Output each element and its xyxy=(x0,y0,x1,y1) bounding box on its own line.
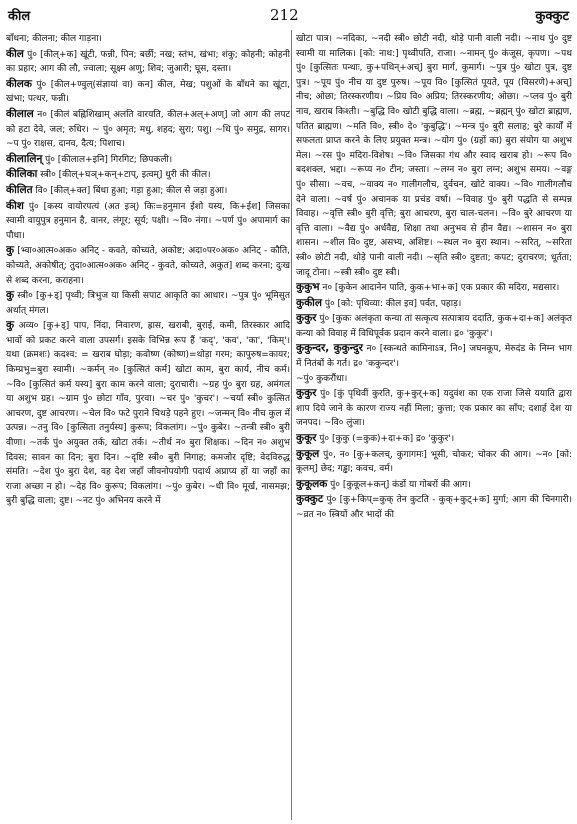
entry-definition: पुं० [कुकु (=कुक)+दा+क] द्र० 'कुकुर'। xyxy=(316,434,455,445)
dictionary-entry xyxy=(6,243,290,288)
dictionary-entry xyxy=(296,280,572,296)
entry-definition: पुं० [कील्+क] खूंटी, फन्नी, पिन; बर्छी; नख; स्तंभ, खंभा; शंकु; कोहनी; कोहनी का प्रहार; आग की लौ, ज्वाला; सूक्ष्म अणु; शिव; जुआरी; घूस, दस्ता। xyxy=(6,49,290,75)
entry-definition: न० [कीलं बह्निशिखाम् अलति वारयति, कील+अल्+अण्] जो आग की लपट को हटा देवे, जल; रुधिर। ~ पुं० अमृत; मधु, शहद; सुरा; पशु। ~धि पुं० समुद्र, सागर। ~प पुं० राक्षस, दानव, दैत्य; पिशाच। xyxy=(6,109,290,150)
dictionary-entry xyxy=(296,32,572,280)
entry-definition: वि० [कील्+क्त] बिंधा हुआ; गड़ा हुआ; कील से जड़ा हुआ। xyxy=(32,185,228,196)
dictionary-entry xyxy=(296,296,572,312)
header-right-guideword: कुक्कुट xyxy=(535,9,569,24)
entry-definition: पुं० [कुं पृथिवीं कुरति, कु+कुर्+क] यदुवंश का एक राजा जिसे ययाति द्वारा शाप दिये जाने के कारण राज्य नहीं मिला; कुत्ता; एक प्रकार का साँप; दशार्ह देश या जनपद। ~वि० लुंजा। xyxy=(296,389,572,429)
entry-definition: न० [कुकेन आदानेन पाति, कुक+भा+क] एक प्रकार की मदिरा, मद्यसार। xyxy=(319,283,560,294)
entry-definition: स्त्री० [कु+ड्] पृथ्वी; त्रिभुज या किसी सपाट आकृति का आधार। ~पुत्र पुं० भूमिसुत अर्थात् मंगल। xyxy=(6,291,290,316)
dictionary-entry xyxy=(6,318,290,509)
entry-headword: कुकुभ xyxy=(296,281,320,294)
header-left-guideword: कील xyxy=(8,9,31,24)
dictionary-entry xyxy=(6,32,290,47)
entry-headword: कीलालिन् xyxy=(6,152,43,165)
column-divider xyxy=(291,30,292,820)
entry-headword: कु xyxy=(6,319,15,332)
dictionary-entry xyxy=(6,288,290,318)
entry-headword: कीलित xyxy=(6,183,33,196)
dictionary-entry xyxy=(296,386,572,431)
entry-headword: कु xyxy=(6,289,15,302)
entry-headword: कुकूलक xyxy=(296,477,328,490)
entry-headword: कीलाल xyxy=(6,107,34,120)
dictionary-entry xyxy=(296,372,572,387)
entry-headword: कुकुन्दर, कुकुन्दुर xyxy=(296,342,363,355)
entry-headword: कुकुर xyxy=(296,387,317,400)
entry-headword: कीलिका xyxy=(6,168,38,181)
entry-definition: पुं० [कुकः अलंकृता कन्या तां सत्कृत्य सत्पात्राय ददाति, कुक+दा+क] अलंकृत कन्या को विवाह में विधिपूर्वक प्रदान करने वाला। द्र० 'कुकुर'। xyxy=(296,314,572,339)
entry-definition: बाँधना; कीलना; कील गाड़ना। xyxy=(6,34,102,44)
entry-definition: पुं० [कीलाल+इनि] गिरगिट; छिपकली। xyxy=(42,154,173,165)
entry-headword: कुकूर xyxy=(296,432,317,445)
entry-headword: कीश xyxy=(6,199,24,212)
entry-definition: पुं० [कील+ण्वुल्(संज्ञायां वा) कन] कील, मेख; पशुओं के बाँधने का खूंटा, खंभा; पत्थर, फन्नी। xyxy=(6,79,290,105)
entry-headword: कुक्कुट xyxy=(296,493,324,506)
entry-definition: पुं० [कस्य वायोरपत्यं (अत इञ्) किः=हनुमान ईशो यस्य, कि+ईश] जिसका स्वामी वायुपुत्र हनुमान है, वानर, लंगूर; सूर्य; पक्षी। ~वि० नंगा। ~पर्ण पुं० अपामार्ग का पौधा। xyxy=(6,201,290,241)
entry-definition: पुं० [कुकूल+कन्] कंडों या गोबरों की आग। xyxy=(327,479,471,490)
entry-definition: पुं० [कु+किप्=कुक् तेन कुटति - कुक्+कुट्+क] मुर्गा; आग की चिनगारी। ~व्रत न० स्त्रियों और भादों की xyxy=(296,495,572,520)
entry-headword: कु xyxy=(6,244,15,257)
dictionary-entry xyxy=(296,341,572,371)
dictionary-entry xyxy=(296,492,572,522)
dictionary-entry xyxy=(6,107,290,152)
dictionary-entry xyxy=(296,477,572,493)
entry-definition: पुं० [को: पृथिव्या: कील इव] पर्वत, पहाड़। xyxy=(321,298,462,309)
dictionary-entry xyxy=(296,431,572,447)
dictionary-entry xyxy=(6,167,290,183)
dictionary-entry xyxy=(6,183,290,199)
entry-headword: कुकुर xyxy=(296,312,317,325)
page-number: 212 xyxy=(270,6,299,24)
page-header xyxy=(0,4,577,26)
entry-headword: कीलक xyxy=(6,77,32,90)
entry-headword: कुकील xyxy=(296,296,322,309)
entry-definition: स्त्री० [कील्+घञ्+कन्+टाप्, इत्वम्] धुरी की कील। xyxy=(37,170,211,181)
entry-definition: पुं०, न० [कु+कलच्, कुगागमः] भूसी, चोकर; चोकर की आग। ~न० [को: कूलम्] छेद; गड्ढा; कवच, वर्म। xyxy=(296,449,572,475)
dictionary-entry xyxy=(6,47,290,77)
entry-headword: कुकूल xyxy=(296,447,320,460)
dictionary-entry xyxy=(296,311,572,341)
entry-headword: कील xyxy=(6,47,24,60)
left-column xyxy=(6,32,290,820)
entry-definition: अव्य० [कु+ड्] पाप, निंदा, निवारण, ह्रास, खराबी, बुराई, कमी, तिरस्कार आदि भावों को प्रकट करने वाला उपसर्ग। इसके विभिन्न रूप हैं 'कद्', 'कव', 'का', 'किम्'। यथा (क्रमशः) कदश्व: = खराब घोड़ा; कवोष्ण (कोष्ण)=थोड़ा गरम; कापुरुष=कायर; किम्प्रभु=बुरा स्वामी। ~कर्मन् न० [कुत्सितं कर्म] खोटा काम, बुरा कार्य, नीच कर्म। ~वि० [कुत्सितं कर्म यस्य] बुरा काम करने वाला; दुराचारी। ~ग्रह पुं० बुरा ग्रह, अमंगल या अशुभ ग्रह। ~ग्राम पुं० छोटा गाँव, पुरवा। ~चर पुं० 'कुचर'। ~चर्या स्त्री० कुत्सित आचरण, दुष्ट आचरण। ~चेल वि० फटे पुराने चिथड़े पहने हुए। ~जन्मन् वि० नीच कुल में उत्पन्न। ~तनु वि० [कुत्सिता तनुर्यस्य] कुरूप; विकलांग। ~पुं० कुबेर। ~तन्त्री स्त्री० बुरी वीणा। ~तर्क पुं० अयुक्त तर्क, खोटा तर्क। ~तीर्थ न० बुरा शिक्षक। ~दिन न० अशुभ दिवस; सावन का दिन; बुरा दिन। ~दृष्टि स्त्री० बुरी निगाह; कमजोर दृष्टि; वेदविरुद्ध संमति। ~देश पुं० बुरा देश, वह देश जहाँ जीवनोपयोगी पदार्थ अप्राप्य हों या जहाँ का राजा अच्छा न हो। ~देह वि० कुरूप; विकलांग। ~पुं० कुबेर। ~धी वि० मूर्ख, नासमझ; बुरी बुद्धि वाला; दुष्ट। ~नट पुं० अभिनय करने में xyxy=(6,321,290,507)
right-column xyxy=(296,32,572,820)
entry-definition: [भ्वा०आत्म०अक० अनिट् - कवते, कोच्यते, अकोष्ट; अदा०पर०अक० अनिट् - कौति, कोच्यते, अकोषीत्; तुदा०आत्म०अक० अनिट् - कुवते, कोच्यते, अकुत] शब्द करना; दुःख से शब्द करना, कराहना। xyxy=(6,246,290,286)
entry-definition: ~पुं० कुकरौंधा। xyxy=(296,373,348,384)
entry-definition: न० [स्कन्धते कामिनाऽत्र, नि०] जघनकूप, मेरुदंड के निम्न भाग में नितंबों के गर्त। द्र० 'ककुन्दर'। xyxy=(296,344,572,370)
dictionary-entry xyxy=(6,199,290,244)
entry-definition: खोटा पात्र। ~नदिका, ~नदी स्त्री० छोटी नदी, थोड़े पानी वाली नदी। ~नाथ पुं० दुष्ट स्वामी या मालिक। [को: नाथ:] पृथ्वीपति, राजा। ~नामन् पुं० कंजूस, कृपण। ~पथ पुं० [कुत्सितः पन्थाः, कु+पथिन्+अच्] बुरा मार्ग, कुमार्ग। ~पुत्र पुं० खोटा पुत्र, दुष्ट पुत्र। ~पूय पुं० नीच या दुष्ट पुरुष। ~पूय वि० [कुत्सितं पूयते, पूय (विसरणे)+अच्] नीच; ओछा; तिरस्करणीय। ~प्रिय वि० अप्रिय; तिरस्करणीय; ओछा। ~प्लव पुं० बुरी नाव, खराब किश्ती। ~बुद्धि वि० खोटी बुद्धि वाला। ~ब्रह्म, ~ब्रह्मन् पुं० खोटा ब्राह्मण, पतित ब्राह्मण। ~मति वि०, स्त्री० दे० 'कुबुद्धि'। ~मन्त्र पुं० बुरी सलाह; बुरे कार्यों में सफलता प्राप्त करने के लिए प्रयुक्त मन्त्र। ~योग पुं० (ग्रहों का) बुरा संयोग या अशुभ मेल। ~रस पुं० मदिरा-विशेष। ~वि० जिसका गंध और स्वाद खराब हो। ~रूप वि० बदशक्ल, भद्दा। ~रूप्य न० टीन; जस्ता। ~लग्न न० बुरा लग्न; अशुभ समय। ~वङ्ग पुं० सीसा। ~वच, ~वाक्य न० गालीगलौच, दुर्वचन, खोटे वाक्य। ~वि० गालीगलौच देने वाला। ~वर्ष पुं० अचानक या प्रचंड वर्षा। ~विवाह पुं० बुरी पद्धति से सम्पन्न विवाह। ~वृत्ति स्त्री० बुरी वृत्ति; बुरा आचरण, बुरा चाल-चलन। ~वि० बुरे आचरण या वृत्ति वाला। ~वैद्य पुं० अर्धवैद्य, शिक्षा तथा अनुभव से हीन वैद्य। ~शासन न० बुरा शासन। ~शील वि० दुष्ट, असभ्य, अशिष्ट। ~स्थल न० बुरा स्थान। ~सरित्, ~सरिता स्त्री० छोटी नदी, थोड़े पानी वाली नदी। ~सृति स्त्री० दुष्टता; कपट; दुराचरण; धूर्तता; जादू टोना। ~स्त्री स्त्री० दुष्ट स्त्री। xyxy=(296,34,572,278)
dictionary-entry xyxy=(6,152,290,168)
dictionary-entry xyxy=(296,447,572,477)
dictionary-entry xyxy=(6,77,290,107)
